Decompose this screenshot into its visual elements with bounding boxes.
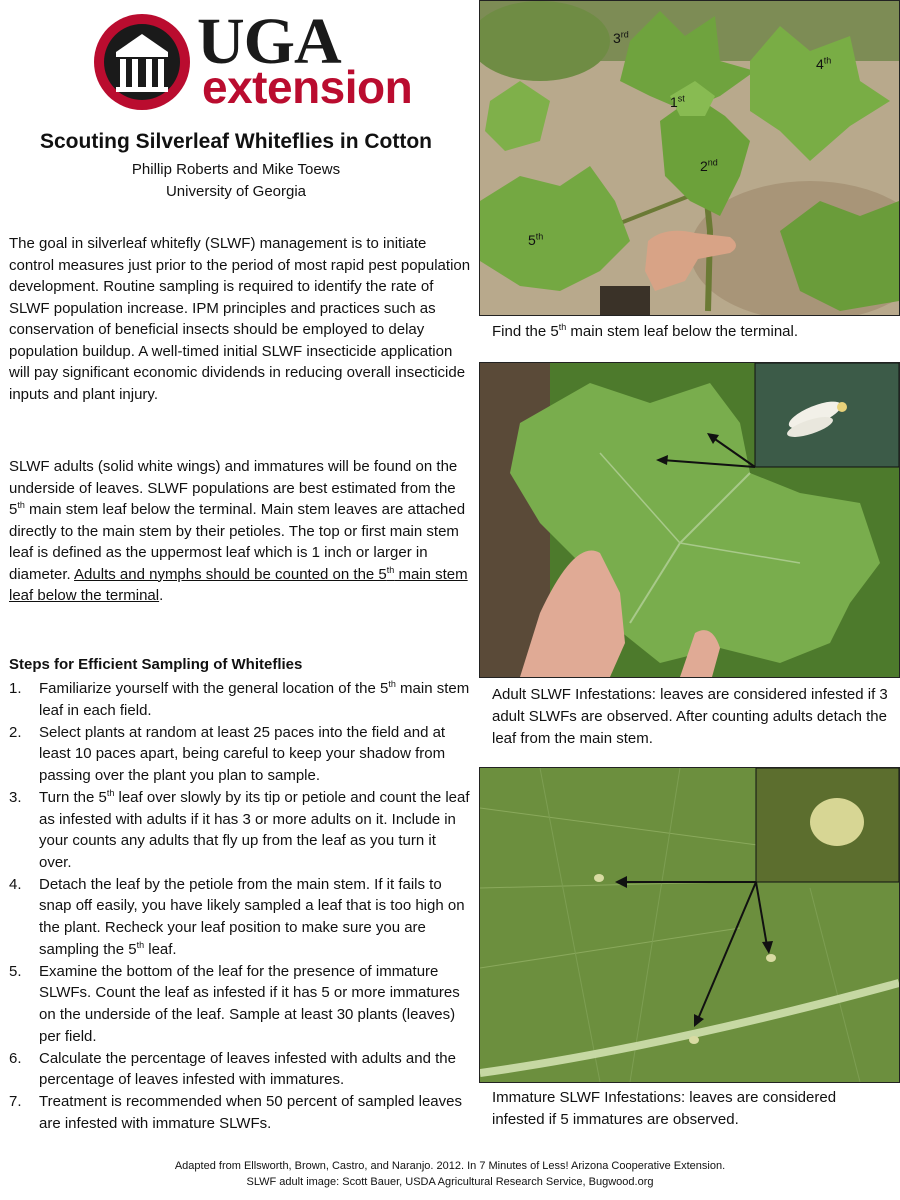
step-item — [9, 1048, 471, 1091]
step-text: Turn the 5 — [39, 788, 107, 806]
footer-source-line: Adapted from Ellsworth, Brown, Castro, and Naranjo. 2012. In 7 Minutes of Less! Arizona Cooperative Extension. — [174, 1160, 726, 1172]
uga-extension-logo — [92, 5, 413, 115]
leaf-label-1st: 1st — [670, 93, 685, 110]
caption-text: Find the 5 — [492, 323, 559, 340]
adults-text-b: main stem leaf below the terminal. Main stem leaves are attached directly to the main stem by their petioles. The top or first main stem leaf is defined as the uppermost leaf which is 1 inch or larger in diameter. — [9, 501, 466, 583]
adults-underlined-text — [9, 566, 468, 605]
step-text: Select plants at random at least 25 paces into the field and at least 10 paces apart, being careful to keep your shadow from passing over the plant you plan to sample. — [39, 723, 446, 784]
cotton-plant-photo — [479, 0, 900, 316]
footer-image-credit: SLWF adult image: Scott Bauer, USDA Agricultural Research Service, Bugwood.org — [246, 1176, 654, 1188]
superscript: th — [386, 564, 395, 575]
step-number: 7. — [9, 1093, 22, 1111]
document-title: Scouting Silverleaf Whiteflies in Cotton — [39, 130, 433, 153]
logo-extension-text: extension — [202, 61, 413, 113]
step-item — [9, 722, 471, 787]
step-item — [9, 787, 471, 873]
caption-immature-infestation: Immature SLWF Infestations: leaves are considered infested if 5 immatures are observed. — [492, 1089, 837, 1128]
superscript: th — [106, 787, 115, 798]
adults-text-a: SLWF adults (solid white wings) and immatures will be found on the underside of leaves. SLWF populations are best estimated from the 5 — [9, 458, 458, 518]
caption-text-tail: main stem leaf below the terminal. — [566, 323, 799, 340]
affiliation: University of Georgia — [165, 183, 307, 200]
step-number: 2. — [9, 723, 22, 741]
caption-adult-infestation: Adult SLWF Infestations: leaves are considered infested if 3 adult SLWFs are observed. After counting adults detach the leaf from the main stem. — [492, 686, 888, 747]
step-item — [9, 874, 471, 960]
leaf-label-4th: 4th — [816, 55, 832, 72]
adults-paragraph — [9, 456, 471, 607]
leaf-label-5th: 5th — [528, 231, 544, 248]
step-text-tail: leaf. — [144, 940, 177, 958]
steps-list — [9, 678, 471, 1135]
underline-a: Adults and nymphs should be counted on the 5 — [74, 565, 387, 583]
authors: Phillip Roberts and Mike Toews — [131, 161, 341, 178]
steps-heading: Steps for Efficient Sampling of Whiteflies — [9, 656, 303, 673]
step-text-tail: main stem leaf in each field. — [39, 680, 470, 719]
adult-whitefly-leaf-photo — [479, 362, 900, 678]
caption-find-leaf — [492, 321, 892, 343]
step-item — [9, 1091, 471, 1134]
step-text: Detach the leaf by the petiole from the main stem. If it fails to snap off easily, you have likely sampled a leaf that is too high on the plant. Recheck your leaf position to make sure you are sampling the 5 — [39, 875, 465, 958]
superscript: th — [17, 500, 25, 510]
step-item — [9, 961, 471, 1047]
step-number: 1. — [9, 680, 22, 697]
logo-uga-text: UGA — [197, 5, 341, 78]
step-text-tail: leaf over slowly by its tip or petiole and count the leaf as infested with adults if it has 3 or more adults on it. Include in your counts any adults that fly up from the leaf as you turn it over. — [39, 788, 470, 871]
superscript: th — [558, 322, 567, 332]
immature-whitefly-leaf-photo — [479, 767, 900, 1083]
step-number: 5. — [9, 962, 22, 980]
arch-seal-icon — [92, 12, 192, 112]
leaf-label-2nd: 2nd — [700, 157, 718, 174]
step-number: 6. — [9, 1049, 22, 1067]
step-item — [9, 678, 471, 721]
step-text: Examine the bottom of the leaf for the presence of immature SLWFs. Count the leaf as infested if it has 5 or more immatures on the underside of the leaf. Sample at least 30 plants (leaves) per field. — [39, 962, 460, 1045]
leaf-label-3rd: 3rd — [613, 29, 629, 46]
step-text: Familiarize yourself with the general location of the 5 — [39, 680, 389, 697]
intro-paragraph: The goal in silverleaf whitefly (SLWF) management is to initiate control measures just prior to the period of most rapid pest population development. Routine sampling is required to identify the rate of SLWF population increase. IPM principles and practices such as conservation of beneficial insects should be employed to delay population buildup. A well-timed initial SLWF insecticide application will pay significant economic dividends in reducing overall insecticide inputs and plant injury. — [9, 235, 471, 403]
step-text: Treatment is recommended when 50 percent of sampled leaves are infested with immature SLWFs. — [39, 1093, 462, 1132]
underline-b: main stem leaf below the terminal — [9, 565, 468, 604]
step-number: 3. — [9, 788, 22, 806]
step-number: 4. — [9, 875, 22, 893]
step-text: Calculate the percentage of leaves infested with adults and the percentage of leaves infested with immatures. — [39, 1049, 456, 1089]
superscript: th — [136, 939, 145, 950]
superscript: th — [388, 679, 396, 689]
adults-end: . — [159, 587, 164, 604]
